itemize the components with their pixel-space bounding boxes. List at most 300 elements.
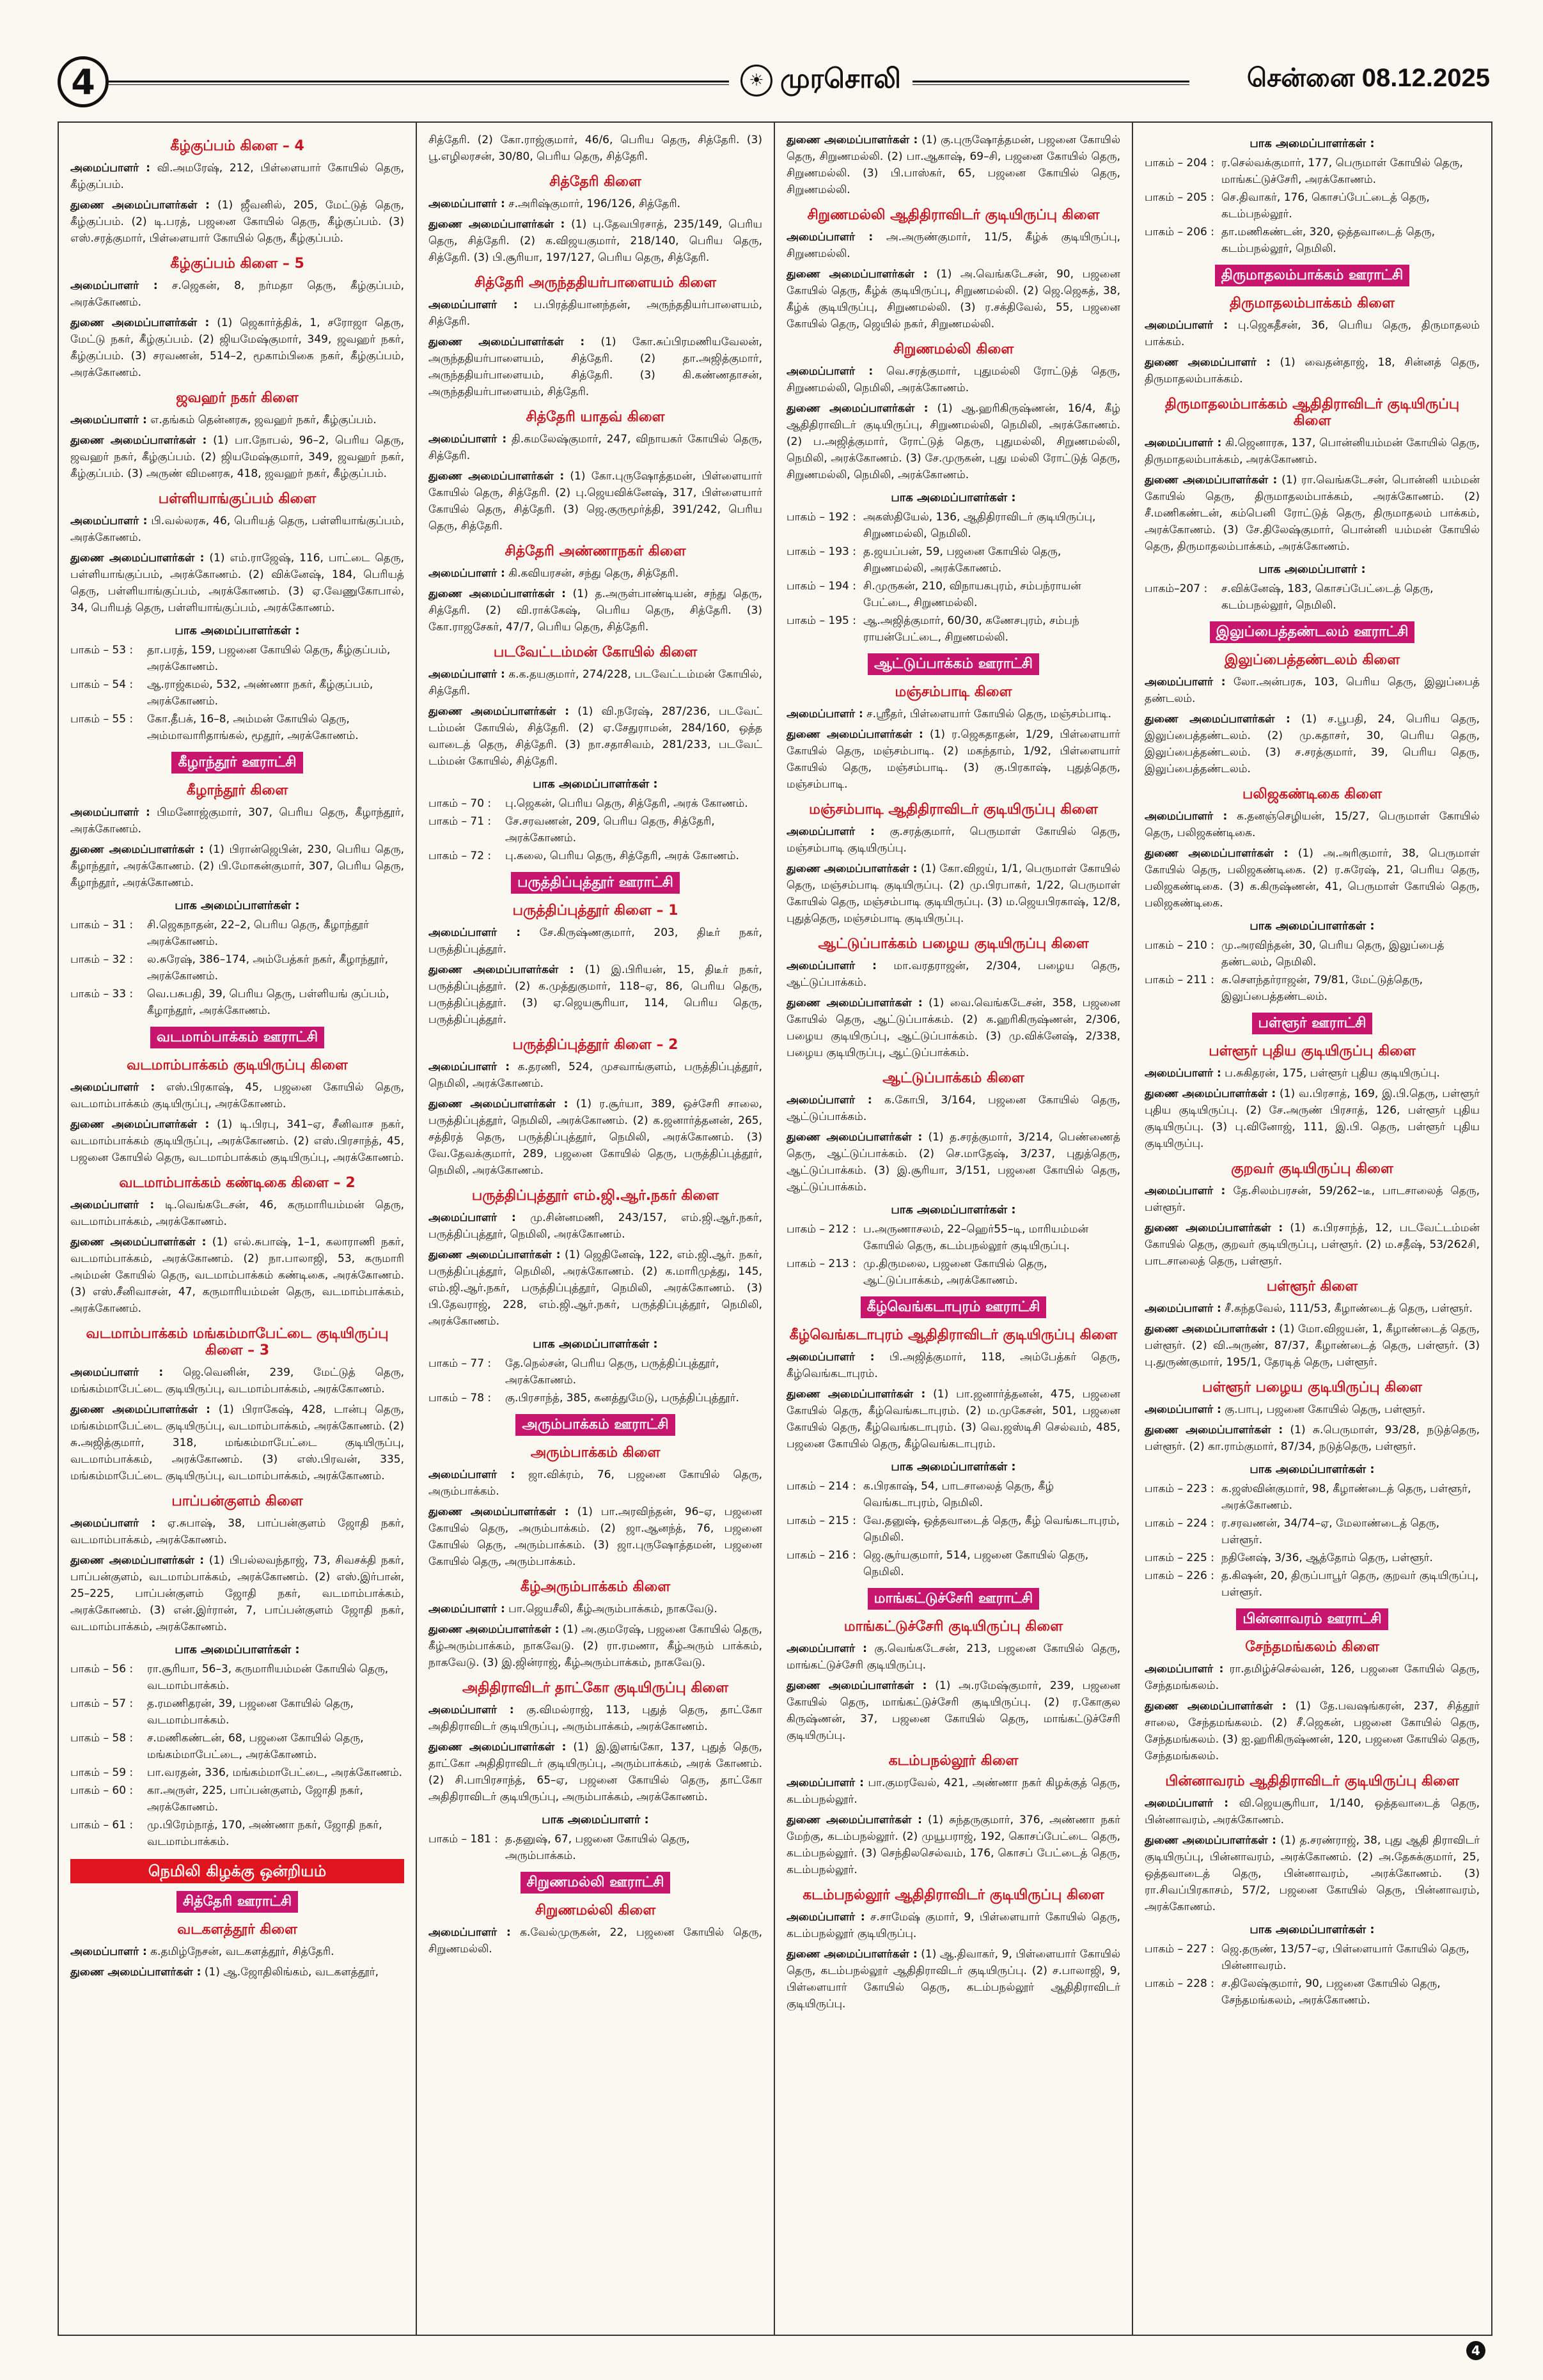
panchayat-band: திருமாதலம்பாக்கம் ஊராட்சி [1215, 265, 1410, 286]
organiser-details: சித்தேரி. (2) கோ.ராஜ்குமார், 46/6, பெரிய தெரு, சித்தேரி. (3) பூ.எழிலரசன், 30/80, பெரிய தெரு, சித்தேரி. [428, 134, 762, 163]
organiser-entry [787, 229, 1120, 262]
organiser-details: (1) த.அருள்பாண்டியன், சந்து தெரு, சித்தேரி. (2) வி.ராக்கேஷ், பெரிய தெரு, சித்தேரி. (3) கோ.ராஜசேகர், 47/7, பெரிய தெரு, சித்தேரி. [428, 587, 762, 634]
organiser-entry [428, 1504, 762, 1570]
part-organiser-details: மு.அரவிந்தன், 30, பெரிய தெரு, இலுப்பைத் தண்டலம், நெமிலி. [1221, 939, 1445, 968]
part-organisers-heading: பாக அமைப்பாளர்கள் : [175, 1643, 300, 1656]
masthead [729, 63, 912, 98]
part-number: பாகம் – 223 : [1145, 1482, 1214, 1495]
organiser-details: (1) கோ.புருஷோத்தமன், பிள்ளையார் கோயில் தெரு, சித்தேரி. (2) பு.ஜெயவிக்னேஷ், 317, பிள்ளையார் கோயில் தெரு, சித்தேரி. (3) ஜெ.குருமூர்த்தி, 391/242, பெரிய தெரு, சித்தேரி. [428, 470, 763, 533]
organiser-entry [1145, 808, 1480, 841]
role-label: அமைப்பாளர் : [428, 198, 505, 210]
branch-heading: சிறுணமல்லி கிளை [535, 1902, 656, 1918]
organiser-entry [428, 132, 762, 165]
role-label: அமைப்பாளர் : [787, 1094, 872, 1107]
organiser-details: கு.வெங்கடேசன், 213, பஜனை கோயில் தெரு, மாங்கட்டுச்சேரி குடியிருப்பு. [787, 1642, 1121, 1672]
organiser-details: மு.சின்னமணி, 243/157, எம்.ஜி.ஆர்.நகர், பருத்திப்புத்தூர், நெமிலி, அரக்கோணம். [428, 1211, 763, 1241]
part-organiser-row [70, 951, 404, 984]
role-label: துணை அமைப்பாளர்கள் : [787, 268, 928, 281]
part-organiser-row [1145, 1515, 1480, 1548]
part-number: பாகம் – 59 : [70, 1766, 134, 1779]
organiser-details: பி.வல்லரசு, 46, பெரியத் தெரு, பள்ளியாங்குப்பம், அரக்கோணம். [70, 515, 404, 544]
part-number: பாகம் – 71 : [428, 815, 492, 828]
organiser-entry [1145, 1401, 1480, 1418]
organiser-entry [70, 1116, 404, 1166]
role-label: துணை அமைப்பாளர் : [1145, 356, 1271, 369]
role-label: அமைப்பாளர் : [70, 515, 148, 527]
role-label: துணை அமைப்பாளர்கள் : [428, 963, 574, 976]
part-number: பாகம் – 192 : [787, 511, 856, 524]
organiser-entry [787, 1677, 1120, 1744]
part-organiser-details: க.ஜஸ்வின்குமார், 98, கீழாண்டைத் தெரு, பள்ளூர், அரக்கோணம். [1221, 1482, 1471, 1512]
newspaper-name: முரசொலி [780, 63, 901, 94]
organiser-entry [70, 1364, 404, 1397]
part-organiser-details: த.ஜயப்பன், 59, பஜனை கோயில் தெரு, சிறுணமல்லி, அரக்கோணம். [863, 545, 1061, 575]
organiser-details: (1) இ.இளங்கோ, 137, புதுத் தெரு, தாட்கோ அதிதிராவிடர் குடியிருப்பு, அரும்பாக்கம், அரக் கோணம். (2) சி.பாபிரசாந்த், 65–ஏ, பஜனை கோயில் தெரு, தாட்கோ அதிதிராவிடர் குடியிருப்பு, அரும்பாக்கம், அரக்கோணம். [428, 1741, 762, 1803]
organiser-details: கி.கவியரசன், சந்து தெரு, சித்தேரி. [505, 567, 679, 580]
part-number: பாகம் – 212 : [787, 1223, 856, 1236]
organiser-entry [70, 277, 404, 311]
organiser-details: (1) ஆ.திவாகர், 9, பிள்ளையார் கோயில் தெரு, கடம்பநல்லூர் ஆதிதிராவிடர் குடியிருப்பு. (2) ச.பாலாஜி, 9, பிள்ளையார் கோயில் தெரு, கடம்பநல்லூர் ஆதிதிராவிடர் குடியிருப்பு. [787, 1948, 1121, 2011]
branch-heading: பருத்திப்புத்தூர் எம்.ஜி.ஆர்.நகர் கிளை [471, 1188, 719, 1204]
part-organiser-row [70, 1695, 404, 1729]
role-label: அமைப்பாளர் : [70, 1517, 156, 1530]
organiser-details: எஸ்.பிரகாஷ், 45, பஜனை கோயில் தெரு, வடமாம்பாக்கம் குடியிருப்பு, அரக்கோணம். [70, 1081, 404, 1110]
organiser-entry [787, 1129, 1120, 1195]
organiser-details: க.தமிழ்நேசன், வடகளத்தூர், சித்தேரி. [146, 1945, 334, 1958]
role-label: அமைப்பாளர் : [1145, 1403, 1221, 1416]
part-number: பாகம் – 211 : [1145, 974, 1214, 986]
part-number: பாகம் – 56 : [70, 1663, 134, 1676]
organiser-details: (1) வி.நரேஷ், 287/236, படவேட் டம்மன் கோயில், சித்தேரி. (2) ஏ.சேதுராமன், 284/160, ஒத்த வாடைத் தெரு, சித்தேரி. (3) நா.சதாசிவம், 281/233, படவேட் டம்மன் கோயில், சித்தேரி. [428, 705, 762, 768]
role-label: துணை அமைப்பாளர்கள் : [70, 552, 205, 564]
organiser-details: (1) சு.பெருமாள், 93/28, நடுத்தெரு, பள்ளூர். (2) கா.ராம்குமார், 87/34, நடுத்தெரு, பள்ளூர். [1145, 1424, 1480, 1453]
part-organiser-row [1145, 155, 1480, 188]
organiser-details: (1) பிபல்லவந்தாஜ், 73, சிவசக்தி நகர், பாப்பன்குளம், வடமாம்பாக்கம், அரக்கோணம். (2) எஸ்.இர்பான், 25–225, பாப்பன்குளம் ஜோதி நகர், வடமாம்பாக்கம், அரக்கோணம். (3) என்.இர்ரான், 7, பாப்பன்குளம் ஜோதி நகர், வடமாம்பாக்கம், அரக்கோணம். [70, 1554, 404, 1633]
organiser-details: (1) ச.பூபதி, 24, பெரிய தெரு, இலுப்பைத்தண்டலம். (2) மு.கதாசர், 30, பெரிய தெரு, இலுப்பைத்தண்டலம். (3) ச.சரத்குமார், 39, பெரிய தெரு, இலுப்பைத்தண்டலம். [1145, 713, 1480, 775]
organiser-details: (1) ஜீவனில், 205, மேட்டுத் தெரு, கீழ்குப்பம். (2) டி.பரத், பஜனை கோயில் தெரு, கீழ்குப்பம். (3) எஸ்.சரத்குமார், பிள்ளையார் கோயில் தெரு, கீழ்குப்பம். [70, 199, 404, 245]
organiser-details: க.தனஞ்செழியன், 15/27, பெருமாள் கோயில் தெரு, பலிஜகண்டிகை. [1145, 810, 1480, 839]
panchayat-band: பள்ளூர் ஊராட்சி [1252, 1013, 1373, 1034]
part-organisers-heading: பாக அமைப்பாளர்கள் : [533, 777, 658, 791]
part-number: பாகம் – 204 : [1145, 157, 1214, 169]
panchayat-band: மாங்கட்டுச்சேரி ஊராட்சி [868, 1588, 1039, 1610]
part-organisers-heading: பாக அமைப்பாளர்கள் : [1249, 137, 1375, 150]
organiser-details: ப.பிரத்தியானந்தன், அருந்ததியர்பாளையம், சித்தேரி. [428, 299, 762, 328]
role-label: துணை அமைப்பாளர்கள் : [787, 1679, 927, 1692]
organiser-entry [70, 315, 404, 381]
organiser-details: வி.ஜெயசூரியா, 1/140, ஒத்தவாடைத் தெரு, பின்னாவரம், அரக்கோணம். [1145, 1797, 1480, 1826]
role-label: துணை அமைப்பாளர்கள் : [428, 705, 570, 718]
branch-heading: மஞ்சம்பாடி கிளை [895, 684, 1012, 700]
organiser-entry [1145, 472, 1480, 555]
organiser-entry [787, 1909, 1120, 1942]
organiser-details: (1) ரா.வெங்கடேசன், பொன்னி யம்மன் கோயில் தெரு, திருமாதலம்பாக்கம், அரக்கோணம். (2) சீ.மணிகண்டன், கம்பெனி ரோட்டுத் தெரு, திருமாதலம் பாக்கம், அரக்கோணம். (3) சே.திலேஷ்குமார், பொன்னி யம்மன் கோயில் தெரு, திருமாதலம்பாக்கம், அரக்கோணம். [1145, 474, 1480, 553]
part-number: பாகம் – 61 : [70, 1819, 134, 1832]
organiser-details: (1) இ.பிரியன், 15, திடீர் நகர், பருத்திப்புத்தூர். (2) க.முத்துகுமார், 118–ஏ, 86, பெரிய தெரு, பருத்திப்புத்தூர். (3) ஏ.ஜெயசூரியா, 114, பெரிய தெரு, பருத்திப்புத்தூர். [428, 963, 762, 1026]
page-body [58, 121, 1492, 2336]
part-organiser-details: பா.வரதன், 336, மங்கம்மாபேட்டை, அரக்கோணம். [147, 1766, 403, 1779]
organiser-details: டி.வெங்கடேசன், 46, கருமாரியம்மன் தெரு, வடமாம்பாக்கம், அரக்கோணம். [70, 1199, 404, 1228]
organiser-details: (1) பா.ஜனார்த்தனன், 475, பஜனை கோயில் தெரு, கீழ்வெங்கடாபுரம். (2) ம.முகேசன், 501, பஜனை கோயில் தெரு, கீழ்வெங்கடாபுரம். (3) வெ.ஜஸ்டிசி செல்வம், 485, பஜனை கோயில் தெரு, கீழ்வெங்கடாபுரம். [787, 1388, 1120, 1451]
organiser-entry [70, 550, 404, 616]
role-label: அமைப்பாளர் : [1145, 810, 1228, 823]
part-number: பாகம் – 77 : [428, 1357, 492, 1370]
branch-heading: கீழ்குப்பம் கிளை – 4 [170, 138, 304, 154]
organiser-details: (1) அ.அரிகுமார், 38, பெருமாள் கோயில் தெரு, பலிஜகண்டிகை. (2) ர.சுரேஷ், 21, பெரிய தெரு, பலிஜகண்டிகை. (3) க.கிருஷ்ணன், 41, பெருமாள் கோயில் தெரு, பலிஜகண்டிகை. [1145, 847, 1480, 910]
part-organiser-details: வே.தனுஷ், ஒத்தவாடைத் தெரு, கீழ் வெங்கடாபுரம், நெமிலி. [863, 1514, 1120, 1544]
part-number: பாகம்–207 : [1145, 582, 1208, 595]
organiser-entry [787, 1775, 1120, 1808]
branch-heading: கடம்பநல்லூர் ஆதிதிராவிடர் குடியிருப்பு கிளை [803, 1887, 1104, 1903]
role-label: துணை அமைப்பாளர்கள் : [787, 134, 918, 146]
part-number: பாகம் – 60 : [70, 1784, 134, 1797]
organiser-details: கி.ஜெனாரசு, 137, பொன்னியம்மன் கோயில் தெரு, திருமாதலம்பாக்கம், அரக்கோணம். [1145, 437, 1480, 466]
part-organisers-heading: பாக அமைப்பாளர்கள் : [175, 624, 300, 637]
organiser-entry [428, 468, 762, 534]
organiser-entry [428, 196, 762, 212]
role-label: அமைப்பாளர் : [787, 708, 863, 720]
role-label: அமைப்பாளர் : [428, 1061, 510, 1073]
part-organiser-details: ச.விக்னேஷ், 183, கொசப்பேட்டைத் தெரு, கடம்பநல்லூர், நெமிலி. [1221, 582, 1434, 612]
organiser-entry [428, 1466, 762, 1500]
part-organiser-row [70, 1817, 404, 1850]
organiser-entry [1145, 1832, 1480, 1915]
panchayat-band: அரும்பாக்கம் ஊராட்சி [515, 1414, 675, 1436]
part-organiser-details: ர.செல்வக்குமார், 177, பெருமாள் கோயில் தெரு, மாங்கட்டுச்சேரி, அரக்கோணம். [1221, 157, 1463, 186]
role-label: அமைப்பாளர் : [1145, 676, 1226, 688]
organiser-entry [428, 1702, 762, 1735]
role-label: அமைப்பாளர் : [787, 231, 873, 244]
role-label: துணை அமைப்பாளர்கள் : [70, 199, 210, 212]
part-organiser-details: கா.அருள், 225, பாப்பன்குளம், ஜோதி நகர், அரக்கோணம். [147, 1784, 363, 1814]
organiser-details: பி.அஜித்குமார், 118, அம்பேத்கர் தெரு, கீழ்வெங்கடாபுரம். [787, 1351, 1120, 1380]
branch-heading: சித்தேரி யாதவ் கிளை [526, 409, 665, 425]
organiser-details: ஏ.சுபாஷ், 38, பாப்பன்குளம் ஜோதி நகர், வடமாம்பாக்கம், அரக்கோணம். [70, 1517, 405, 1546]
role-label: துணை அமைப்பாளர்கள் : [787, 1388, 926, 1401]
organiser-details: சீ.கந்தவேல், 111/53, கீழாண்டைத் தெரு, பள்ளூர். [1221, 1302, 1473, 1315]
role-label: துணை அமைப்பாளர்கள் : [428, 218, 565, 231]
part-organiser-details: வெ.பசுபதி, 39, பெரிய தெரு, பள்ளியங் குப்பம், கீழாந்தூர், அரக்கோணம். [147, 988, 389, 1017]
panchayat-band: சித்தேரி ஊராட்சி [176, 1891, 298, 1913]
organiser-entry [428, 1924, 762, 1957]
role-label: அமைப்பாளர் : [428, 1603, 505, 1615]
organiser-entry [787, 363, 1120, 396]
organiser-entry [428, 586, 762, 635]
role-label: துணை அமைப்பாளர்கள் : [787, 1131, 923, 1144]
role-label: துணை அமைப்பாளர்கள் : [1145, 1700, 1287, 1713]
role-label: அமைப்பாளர் : [1145, 319, 1228, 332]
organiser-details: (1) பா.நோபல், 96–2, பெரிய தெரு, ஜவஹர் நகர், கீழ்குப்பம். (2) ஜியமேஷ்குமார், 349, ஜவஹர் நகர், கீழ்குப்பம். (3) அருண் விமனரசு, 418, ஜவஹர் நகர், கீழ்குப்பம். [70, 434, 404, 480]
role-label: அமைப்பாளர் : [70, 279, 158, 292]
part-organiser-row [1145, 1481, 1480, 1514]
part-number: பாகம் – 193 : [787, 545, 856, 558]
organiser-entry [428, 1096, 762, 1179]
organiser-entry [70, 412, 404, 428]
organiser-entry [1145, 1300, 1480, 1317]
organiser-details: (1) மோ.விஜயன், 1, கீழாண்டைத் தெரு, பள்ளூர். (2) வி.அருண், 87/37, கீழாண்டைத் தெரு, பள்ளூர். (3) பு.துருண்குமார், 195/1, தேரடித் தெரு, பள்ளூர். [1145, 1323, 1480, 1369]
part-organiser-row [787, 543, 1120, 577]
organiser-entry [70, 432, 404, 482]
part-organiser-details: ஆ.ராஜ்கமல், 532, அண்ணா நகர், கீழ்குப்பம், அரக்கோணம். [147, 678, 373, 708]
organiser-entry [787, 1386, 1120, 1452]
organiser-entry [787, 1640, 1120, 1674]
role-label: அமைப்பாளர் : [428, 668, 505, 681]
panchayat-band: பின்னாவரம் ஊராட்சி [1236, 1608, 1388, 1630]
organiser-details: பு.ஜெகதீசன், 36, பெரிய தெரு, திருமாதலம் பாக்கம். [1145, 319, 1480, 348]
organiser-details: (1) எம்.ராஜேஷ், 116, பாட்டை தெரு, பள்ளியாங்குப்பம், அரக்கோணம். (2) விக்னேஷ், 184, பெரியத் தெரு, பள்ளியாங்குப்பம், அரக்கோணம். (3) ஏ.வேணுகோபால், 34, பெரியத் தெரு, பள்ளியாங்குப்பம், அரக்கோணம். [70, 552, 404, 614]
branch-heading: அரும்பாக்கம் கிளை [530, 1445, 661, 1461]
panchayat-band: கீழ்வெங்கடாபுரம் ஊராட்சி [861, 1296, 1047, 1318]
part-organiser-details: க.பிரகாஷ், 54, பாடசாலைத் தெரு, கீழ் வெங்கடாபுரம், நெமிலி. [863, 1480, 1054, 1509]
organiser-entry [70, 1197, 404, 1230]
part-organisers-heading: பாக அமைப்பாளர்கள் : [891, 491, 1016, 504]
organiser-details: ச.சாமேஷ் குமார், 9, பிள்ளையார் கோயில் தெரு, கடம்பநல்லூர் குடியிருப்பு. [787, 1911, 1120, 1940]
organiser-details: ச.ஸ்ரீதர், பிள்ளையார் கோயில் தெரு, மஞ்சம்பாடி. [863, 708, 1112, 720]
page-header [58, 56, 1490, 120]
role-label: அமைப்பாளர் : [787, 1777, 864, 1789]
part-organisers-heading: பாக அமைப்பாளர்கள் : [533, 1337, 658, 1351]
role-label: அமைப்பாளர் : [70, 1366, 164, 1379]
column-3 [775, 123, 1133, 2335]
part-number: பாகம் – 70 : [428, 797, 492, 810]
branch-heading: பலிஜகண்டிகை கிளை [1242, 786, 1382, 802]
organiser-details: (1) பிராகேஷ், 428, டான்பு தெரு, மங்கம்மாபேட்டை குடியிருப்பு, வடமாம்பாக்கம், அரக்கோணம். (2) சு.அஜித்குமார், 318, மங்கம்மாபேட்டை குடியிருப்பு, வடமாம்பாக்கம், அரக்கோணம். (3) எஸ்.பிரவன், 335, மங்கம்மாபேட்டை குடியிருப்பு, வடமாம்பாக்கம், அரக்கோணம். [70, 1403, 404, 1482]
role-label: அமைப்பாளர் : [787, 1911, 865, 1924]
branch-heading: சித்தேரி அருந்ததியர்பாளையம் கிளை [474, 275, 717, 291]
organiser-entry [787, 726, 1120, 793]
part-organiser-details: த.தனுஷ், 67, பஜனை கோயில் தெரு, அரும்பாக்கம். [505, 1833, 690, 1862]
branch-heading: கீழாந்தூர் கிளை [186, 782, 288, 798]
part-organiser-row [787, 1513, 1120, 1546]
part-organiser-details: ச.மணிகண்டன், 68, பஜனை கோயில் தெரு, மங்கம்மாபேட்டை, அரக்கோணம். [147, 1732, 364, 1761]
branch-heading: வடமாம்பாக்கம் கண்டிகை கிளை – 2 [119, 1175, 356, 1191]
organiser-entry [787, 1092, 1120, 1125]
organiser-entry [70, 1234, 404, 1317]
role-label: துணை அமைப்பாளர்கள் : [787, 1814, 922, 1826]
part-organiser-row [1145, 224, 1480, 257]
column-4 [1133, 123, 1491, 2335]
role-label: துணை அமைப்பாளர்கள் : [70, 434, 207, 447]
part-number: பாகம் – 228 : [1145, 1977, 1214, 1990]
organiser-entry [428, 1739, 762, 1805]
organiser-entry [428, 297, 762, 330]
part-number: பாகம் – 31 : [70, 919, 134, 931]
part-organisers-heading: பாக அமைப்பாளர்கள் : [891, 1460, 1016, 1474]
organiser-details: எ.தங்கம் தென்னரசு, ஜவஹர் நகர், கீழ்குப்பம். [146, 414, 377, 426]
part-organisers-heading: பாக அமைப்பாளர்கள் : [891, 1203, 1016, 1217]
part-number: பாகம் – 215 : [787, 1514, 856, 1527]
organiser-details: (1) தே.பவஷங்கரன், 237, சித்தூர் சாலை, சேந்தமங்கலம். (2) சீ.ஜெகன், பஜனை கோயில் தெரு, சேந்தமங்கலம். (3) ஐ.ஹரிகிருஷ்ணன், 120, பஜனை கோயில் தெரு, சேந்தமங்கலம். [1145, 1700, 1480, 1762]
branch-heading: இலுப்பைத்தண்டலம் கிளை [1224, 652, 1400, 668]
role-label: துணை அமைப்பாளர்கள் : [70, 1966, 201, 1979]
organiser-details: ஜா.விக்ரம், 76, பஜனை கோயில் தெரு, அரும்பாக்கம். [428, 1468, 762, 1498]
role-label: துணை அமைப்பாளர்கள் : [1145, 1087, 1276, 1100]
role-label: துணை அமைப்பாளர்கள் : [70, 843, 204, 856]
organiser-entry [1145, 1183, 1480, 1216]
part-organiser-details: கோ.தீபக், 16–8, அம்மன் கோயில் தெரு, அம்மாவாரிதாங்கல், மூதூர், அரக்கோணம். [147, 713, 359, 742]
role-label: அமைப்பாளர் : [1145, 437, 1222, 449]
role-label: அமைப்பாளர் : [1145, 1067, 1221, 1080]
organiser-entry [1145, 1321, 1480, 1371]
part-organiser-details: ஆ.அஜித்குமார், 60/30, கணேசபுரம், சம்பந் ராயன்பேட்டை, சிறுணமல்லி. [863, 614, 1079, 644]
organiser-entry [787, 1812, 1120, 1878]
column-2 [417, 123, 775, 2335]
organiser-entry [1145, 674, 1480, 707]
organiser-entry [70, 1943, 404, 1960]
role-label: அமைப்பாளர் : [1145, 1797, 1229, 1810]
organiser-details: ஜெ.வெனின், 239, மேட்டுத் தெரு, மங்கம்மாபேட்டை குடியிருப்பு, வடமாம்பாக்கம், அரக்கோணம். [70, 1366, 405, 1396]
role-label: துணை அமைப்பாளர்கள் : [428, 1248, 561, 1261]
organiser-entry [1145, 1085, 1480, 1152]
branch-heading: பின்னாவரம் ஆதிதிராவிடர் குடியிருப்பு கிளை [1165, 1773, 1459, 1789]
branch-heading: வடகளத்தூர் கிளை [177, 1922, 297, 1938]
part-organisers-heading: பாக அமைப்பாளர் : [1258, 563, 1366, 576]
part-organisers-heading: பாக அமைப்பாளர் : [542, 1813, 649, 1826]
role-label: துணை அமைப்பாளர்கள் : [70, 1236, 207, 1248]
organiser-entry [70, 197, 404, 247]
part-organiser-details: மு.பிரேம்நாத், 170, அண்ணா நகர், ஜோதி நகர், வடமாம்பாக்கம். [147, 1819, 382, 1848]
organiser-details: பா.ஜெயசீலி, கீழ்அரும்பாக்கம், நாகவேடு. [505, 1603, 717, 1615]
role-label: துணை அமைப்பாளர்கள் : [1145, 1424, 1283, 1436]
role-label: துணை அமைப்பாளர்கள் : [70, 1118, 210, 1131]
union-band: நெமிலி கிழக்கு ஒன்றியம் [70, 1859, 404, 1883]
panchayat-band: ஆட்டுப்பாக்கம் ஊராட்சி [868, 653, 1039, 675]
organiser-details: (1) ஆ.ஹரிகிருஷ்ணன், 16/4, கீழ் ஆதிதிராவிடர் குடியிருப்பு, சிறுணமல்லி, நெமிலி, அரக்கோணம். (2) ப.அஜித்குமார், ரோட்டுத் தெரு, புதுமல்லி, சிறுணமல்லி, நெமிலி, அரக்கோணம். (3) சே.முருகன், புது மல்லி ரோட்டுத் தெரு, சிறுணமல்லி, நெமிலி, அரக்கோணம். [787, 402, 1120, 481]
role-label: அமைப்பாளர் : [428, 1704, 514, 1716]
role-label: துணை அமைப்பாளர்கள் : [1145, 1834, 1276, 1847]
organiser-entry [428, 666, 762, 699]
organiser-entry [787, 823, 1120, 857]
part-organiser-row [70, 1782, 404, 1816]
header-rule-thin [109, 84, 1189, 85]
part-number: பாகம் – 58 : [70, 1732, 134, 1745]
role-label: துணை அமைப்பாளர்கள் : [787, 862, 918, 875]
part-number: பாகம் – 57 : [70, 1697, 134, 1710]
role-label: துணை அமைப்பாளர்கள் : [1145, 1222, 1283, 1234]
role-label: அமைப்பாளர் : [428, 926, 521, 939]
part-organiser-row [787, 578, 1120, 611]
part-organiser-row [428, 813, 762, 846]
organiser-details: (1) எல்.சுபாஷ், 1–1, கலாராணி நகர், வடமாம்பாக்கம், அரக்கோணம். (2) நா.பாலாஜி, 53, கருமாரி அம்மன் கோயில் தெரு, வடமாம்பாக்கம் கண்டிகை, அரக்கோணம். (3) எஸ்.சீனிவாசன், 47, கருமாரியம்மன் தெரு, வடமாம்பாக்கம், அரக்கோணம். [70, 1236, 404, 1315]
organiser-entry [70, 1964, 404, 1980]
organiser-entry [787, 266, 1120, 332]
part-number: பாகம் – 78 : [428, 1392, 492, 1404]
branch-heading: ஆட்டுப்பாக்கம் பழைய குடியிருப்பு கிளை [818, 936, 1089, 952]
role-label: துணை அமைப்பாளர்கள் : [428, 587, 566, 600]
role-label: துணை அமைப்பாளர்கள் : [787, 402, 928, 415]
role-label: அமைப்பாளர் : [70, 1199, 155, 1211]
organiser-details: க.வேல்முருகன், 22, பஜனை கோயில் தெரு, சிறுணமல்லி. [428, 1926, 762, 1956]
rising-sun-logo-icon: ☀ [740, 65, 772, 97]
organiser-entry [1145, 317, 1480, 350]
role-label: துணை அமைப்பாளர்கள் : [428, 470, 565, 483]
part-organiser-row [428, 1831, 762, 1864]
role-label: அமைப்பாளர் : [1145, 1663, 1224, 1676]
organiser-entry [787, 132, 1120, 198]
role-label: அமைப்பாளர் : [70, 414, 147, 426]
part-organiser-details: த.கிஷன், 20, திருப்பாபூர் தெரு, குறவர் குடியிருப்பு, பள்ளூர். [1221, 1569, 1479, 1599]
part-organiser-details: மு.திருமலை, பஜனை கோயில் தெரு, ஆட்டுப்பாக்கம், அரக்கோணம். [863, 1257, 1047, 1287]
part-organiser-details: பு.ஜெகன், பெரிய தெரு, சித்தேரி, அரக் கோணம். [505, 797, 748, 810]
role-label: துணை அமைப்பாளர்கள் : [787, 728, 923, 741]
part-organiser-row [787, 612, 1120, 646]
part-organiser-row [70, 642, 404, 675]
organiser-entry [428, 703, 762, 770]
role-label: அமைப்பாளர் : [1145, 1302, 1221, 1315]
organiser-details: கு.விமல்ராஜ், 113, புதுத் தெரு, தாட்கோ அதிதிராவிடர் குடியிருப்பு, அரும்பாக்கம், அரக்கோணம். [428, 1704, 762, 1733]
organiser-details: (1) அ.வெங்கடேசன், 90, பஜனை கோயில் தெரு, கீழ்க் குடியிருப்பு, சிறுணமல்லி. (2) ஜெ.ஜெகத், 38, கீழ்க் குடியிருப்பு, சிறுணமல்லி. (3) ர.சக்திவேல், 55, பஜனை கோயில் தெரு, ஜெயில் நகர், சிறுணமல்லி. [787, 268, 1120, 331]
branch-heading: வடமாம்பாக்கம் மங்கம்மாபேட்டை குடியிருப்பு கிளை – 3 [86, 1326, 389, 1358]
organiser-details: க.க.தயகுமார், 274/228, படவேட்டம்மன் கோயில், சித்தேரி. [428, 668, 762, 697]
organiser-entry [428, 216, 762, 266]
role-label: அமைப்பாளர் : [428, 1211, 516, 1224]
organiser-details: பா.குமரவேல், 421, அண்ணா நகர் கிழக்குத் தெரு, கடம்பநல்லூர். [787, 1777, 1121, 1806]
organiser-details: சே.கிருஷ்ணகுமார், 203, திடீர் நகர், பருத்திப்புத்தூர். [428, 926, 762, 956]
part-organiser-row [70, 1730, 404, 1763]
organiser-details: வி.அமரேஷ், 212, பிள்ளையார் கோயில் தெரு, கீழ்குப்பம். [70, 162, 404, 191]
organiser-entry [70, 804, 404, 837]
part-organiser-details: ர.சரவணன், 34/74–ஏ, மேலாண்டைத் தெரு, பள்ளூர். [1221, 1517, 1440, 1546]
role-label: துணை அமைப்பாளர்கள் : [1145, 1323, 1276, 1335]
branch-heading: கடம்பநல்லூர் கிளை [888, 1753, 1019, 1769]
panchayat-band: இலுப்பைத்தண்டலம் ஊராட்சி [1210, 621, 1415, 643]
part-organiser-details: க.செளந்தர்ராஜன், 79/81, மேட்டுத்தெரு, இலுப்பைத்தண்டலம். [1221, 974, 1423, 1003]
part-organiser-details: பு.கலை, பெரிய தெரு, சித்தேரி, அரக் கோணம். [505, 850, 739, 862]
branch-heading: சிறுணமல்லி ஆதிதிராவிடர் குடியிருப்பு கிளை [807, 207, 1100, 223]
role-label: அமைப்பாளர் : [428, 1468, 515, 1481]
organiser-entry [428, 1059, 762, 1092]
part-organiser-details: தா.மணிகண்டன், 320, ஒத்தவாடைத் தெரு, கடம்பநல்லூர், நெமிலி. [1221, 226, 1436, 255]
part-organiser-row [70, 1661, 404, 1694]
part-organiser-details: செ.திவாகர், 176, கொசப்பேட்டைத் தெரு, கடம்பநல்லூர். [1221, 191, 1430, 221]
branch-heading: சிறுணமல்லி கிளை [893, 341, 1014, 357]
branch-heading: பாப்பன்குளம் கிளை [171, 1493, 303, 1509]
part-organisers-heading: பாக அமைப்பாளர்கள் : [1249, 1923, 1375, 1936]
organiser-details: (1) வைதன்தாஜ், 18, சின்னத் தெரு, திருமாதலம்பாக்கம். [1145, 356, 1480, 385]
part-organiser-details: தே.நெல்சன், பெரிய தெரு, பருத்திப்புத்தூர், அரக்கோணம். [505, 1357, 719, 1387]
organiser-entry [428, 334, 762, 400]
part-organiser-row [1145, 189, 1480, 222]
organiser-details: (1) சுந்தருகுமார், 376, அண்ணா நகர் மேற்கு, கடம்பநல்லூர். (2) முயூபராஜ், 192, கொசப்பேட்டை தெரு, கடம்பநல்லூர். (3) செந்திலசெல்வம், 176, கொசப் பேட்டைத் தெரு, கடம்பநல்லூர். [787, 1814, 1120, 1876]
header-rule [109, 81, 1189, 82]
organiser-entry [428, 1601, 762, 1617]
role-label: துணை அமைப்பாளர்கள் : [428, 1623, 560, 1636]
organiser-entry [428, 1247, 762, 1330]
part-organiser-details: கு.பிரசாந்த், 385, கனத்துமேடு, பருத்திப்புத்தூர். [505, 1392, 739, 1404]
role-label: துணை அமைப்பாளர்கள் : [428, 1098, 568, 1110]
part-number: பாகம் – 72 : [428, 850, 492, 862]
branch-heading: பள்ளியாங்குப்பம் கிளை [158, 491, 317, 507]
branch-heading: பருத்திப்புத்தூர் கிளை – 1 [512, 903, 678, 919]
organiser-entry [787, 1946, 1120, 2012]
organiser-details: (1) ஜெகார்த்திக், 1, சரோஜா தெரு, மேட்டு நகர், கீழ்குப்பம். (2) ஜியமேஷ்குமார், 349, ஜவஹர் நகர், கீழ்குப்பம். (3) சரவணன், 514–2, மூகாம்பிகை நகர், கீழ்குப்பம், அரக்கோணம். [70, 316, 404, 379]
branch-heading: திருமாதலம்பாக்கம் ஆதிதிராவிடர் குடியிருப்பு கிளை [1164, 396, 1460, 429]
organiser-entry [70, 513, 404, 546]
part-number: பாகம் – 53 : [70, 644, 134, 657]
panchayat-band: பருத்திப்புத்தூர் ஊராட்சி [511, 872, 680, 894]
role-label: துணை அமைப்பாளர்கள் : [787, 997, 923, 1009]
organiser-details: (1) ஆ.ஜோதிலிங்கம், வடகளத்தூர், [201, 1966, 379, 1979]
branch-heading: கீழ்அரும்பாக்கம் கிளை [520, 1579, 671, 1595]
role-label: அமைப்பாளர் : [1145, 1185, 1226, 1197]
part-organisers-heading: பாக அமைப்பாளர்கள் : [175, 899, 300, 912]
organiser-entry [70, 1552, 404, 1635]
organiser-details: (1) அ.ரமேஷ்குமார், 239, பஜனை கோயில் தெரு, மாங்கட்டுச்சேரி குடியிருப்பு. (2) ர.கோகுல கிருஷ்ணன், 37, பஜனை கோயில் தெரு, மாங்கட்டுச்சேரி குடியிருப்பு. [787, 1679, 1121, 1742]
organiser-details: (1) த.சரண்ராஜ், 38, புது ஆதி திராவிடர் குடியிருப்பு, பின்னாவரம், அரக்கோணம். (2) அ.தேசுக்குமார், 25, ஒத்தவாடைத் தெரு, பின்னாவரம், அரக்கோணம். (3) ரா.சிவப்பிரகாசம், 57/2, பஜனை கோயில் தெரு, பின்னாவரம், அரக்கோணம். [1145, 1834, 1480, 1913]
organiser-entry [70, 1401, 404, 1484]
part-organiser-row [428, 1390, 762, 1406]
role-label: துணை அமைப்பாளர்கள் : [428, 1741, 567, 1754]
